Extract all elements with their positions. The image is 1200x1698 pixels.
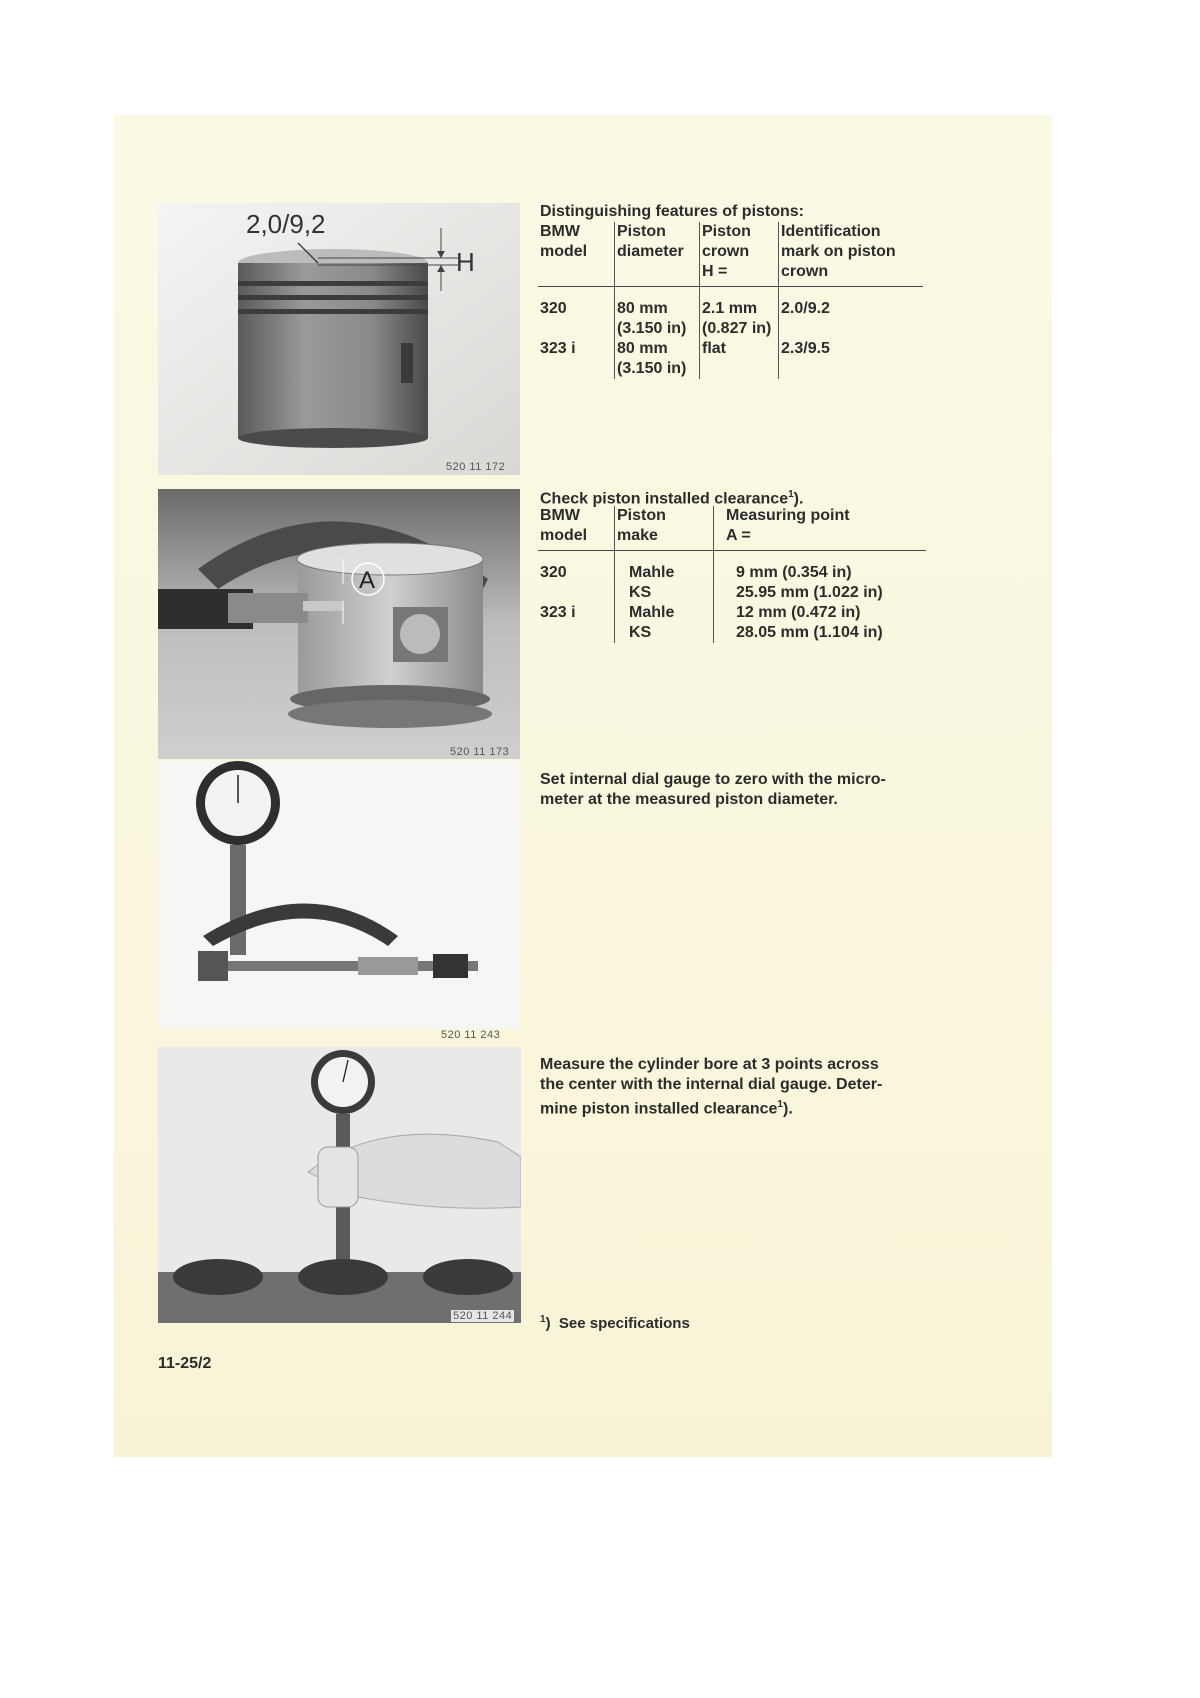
cell-model: 320 — [540, 564, 567, 581]
table-header-row — [538, 506, 926, 551]
photo-caption: 520 11 172 — [446, 461, 506, 473]
photo-piston-height — [158, 203, 520, 475]
photo-cylinder-bore — [158, 1047, 521, 1323]
measuring-point-label: A — [359, 567, 376, 594]
page-number: 11-25/2 — [158, 1355, 212, 1372]
pistons-title: Distinguishing features of pistons: — [540, 203, 805, 220]
table-row — [538, 603, 926, 643]
cell-crown: flat — [700, 339, 779, 379]
cell-make: Mahle KS — [615, 551, 714, 604]
pistons-table — [538, 222, 923, 379]
table-header-row — [538, 222, 923, 287]
photo-dial-gauge-zero — [158, 761, 520, 1029]
header-piston-crown: Piston crown H = — [700, 222, 779, 287]
cylinder-bore-illustration — [158, 1047, 521, 1323]
header-bmw-model: BMW model — [538, 506, 615, 551]
dial-gauge-illustration — [158, 761, 520, 1029]
header-bmw-model: BMW model — [538, 222, 615, 287]
header-identification-mark: Identification mark on piston crown — [779, 222, 924, 287]
piston-height-illustration — [158, 203, 520, 475]
step-measure-bore: Measure the cylinder bore at 3 points across the center with the internal dial gauge. Deter- mine piston installed clearance$^1$). — [540, 1056, 883, 1118]
header-measuring-point: Measuring point A = — [714, 506, 927, 551]
photo-caption: 520 11 244 — [453, 1310, 513, 1322]
cell-mark: 2.3/9.5 — [779, 339, 924, 379]
footnote: $^1$) See specifications — [540, 1314, 690, 1332]
step-zero-gauge: Set internal dial gauge to zero with the micro- meter at the measured piston diameter. — [540, 771, 886, 808]
cell-crown: 2.1 mm (0.827 in) — [700, 287, 779, 340]
cell-point: 12 mm (0.472 in) 28.05 mm (1.104 in) — [714, 603, 927, 643]
height-label: H — [456, 247, 475, 277]
header-piston-make: Piston make — [615, 506, 714, 551]
photo-caption: 520 11 173 — [450, 746, 510, 758]
clearance-title: Check piston installed clearance$^1$). — [540, 489, 804, 508]
table-row — [538, 551, 926, 604]
piston-micrometer-illustration — [158, 489, 520, 759]
cell-model: 323 i — [540, 340, 576, 357]
cell-model: 320 — [540, 300, 567, 317]
table-row — [538, 287, 923, 340]
photo-piston-micrometer — [158, 489, 520, 759]
cell-mark: 2.0/9.2 — [779, 287, 924, 340]
clearance-table — [538, 506, 926, 643]
header-piston-diameter: Piston diameter — [615, 222, 700, 287]
cell-point: 9 mm (0.354 in) 25.95 mm (1.022 in) — [714, 551, 927, 604]
table-row — [538, 339, 923, 379]
photo-caption: 520 11 243 — [441, 1029, 501, 1041]
cell-make: Mahle KS — [615, 603, 714, 643]
cell-diameter: 80 mm (3.150 in) — [615, 339, 700, 379]
piston-mark-label: 2,0/9,2 — [246, 209, 326, 239]
cell-model: 323 i — [540, 604, 576, 621]
cell-diameter: 80 mm (3.150 in) — [615, 287, 700, 340]
